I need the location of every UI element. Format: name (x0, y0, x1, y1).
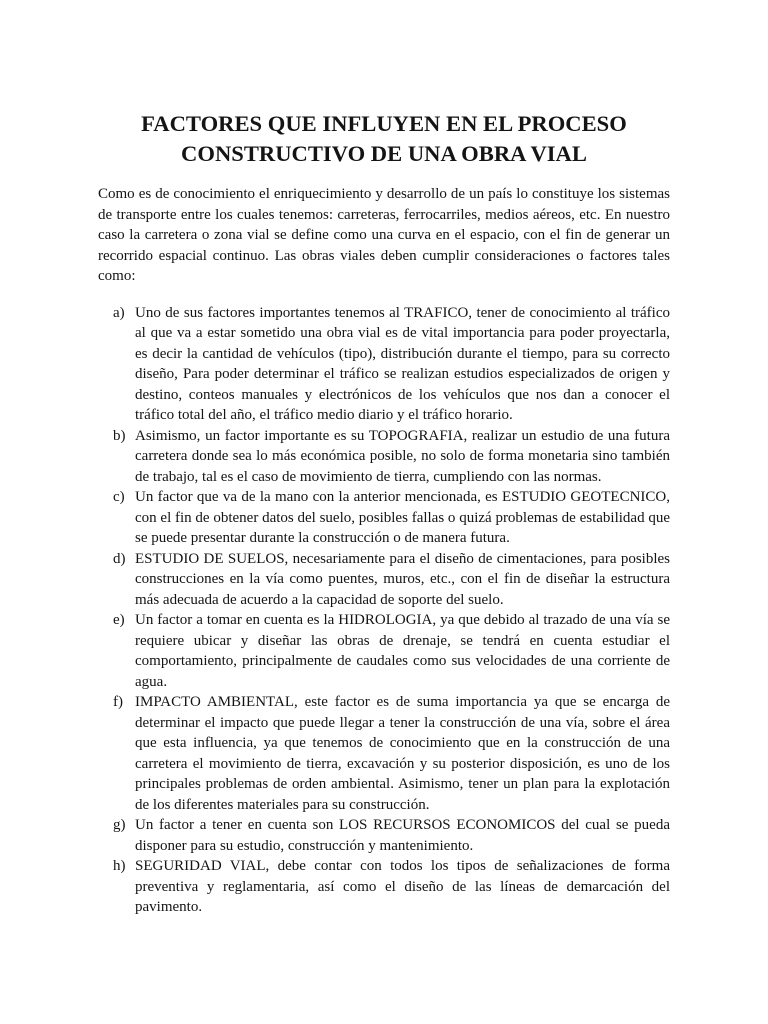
document-title (98, 109, 670, 169)
document-body (98, 109, 670, 918)
factor-item-f (98, 692, 670, 815)
factor-text: Asimismo, un factor importante es su TOPOGRAFIA, realizar un estudio de una futura carretera donde sea lo más económica posible, no solo de forma monetaria sino también de trabajo, tal es el caso de movimiento de tierra, cumpliendo con las normas. (135, 427, 670, 485)
title-line-2: CONSTRUCTIVO DE UNA OBRA VIAL (181, 141, 587, 166)
factor-text: Un factor a tener en cuenta son LOS RECURSOS ECONOMICOS del cual se pueda disponer para su estudio, construcción y mantenimiento. (135, 817, 670, 854)
title-line-1: FACTORES QUE INFLUYEN EN EL PROCESO (141, 111, 627, 136)
list-marker: e) (113, 612, 125, 628)
factor-item-b (98, 426, 670, 488)
factor-item-d (98, 549, 670, 611)
list-marker: b) (113, 427, 126, 444)
factor-item-g (98, 815, 670, 856)
factor-item-c (98, 487, 670, 549)
list-marker: d) (113, 550, 126, 567)
factor-text: SEGURIDAD VIAL, debe contar con todos los tipos de señalizaciones de forma preventiva y reglamentaria, así como el diseño de las líneas de demarcación del pavimento. (135, 858, 670, 915)
list-marker: g) (113, 817, 126, 833)
factor-item-a (98, 303, 670, 426)
factors-list (98, 303, 670, 918)
factor-item-e (98, 610, 670, 692)
factor-text: ESTUDIO DE SUELOS, necesariamente para el diseño de cimentaciones, para posibles construcciones en la vía como puentes, muros, etc., con el fin de diseñar la estructura más adecuada de acuerdo a la capacidad de soporte del suelo. (135, 550, 670, 608)
factor-text: IMPACTO AMBIENTAL, este factor es de suma importancia ya que se encarga de determinar el impacto que puede llegar a tener la construcción de una vía, sobre el área que esta influencia, ya que tenemos de conocimiento que en la construcción de una carretera el movimiento de tierra, excavación y su posterior disposición, es uno de los principales problemas de orden ambiental. Asimismo, tener un plan para la explotación de los diferentes materiales para su construcción. (135, 694, 670, 813)
factor-text: Un factor que va de la mano con la anterior mencionada, es ESTUDIO GEOTECNICO, con el fin de obtener datos del suelo, posibles fallas o quizá problemas de estabilidad que se puede presentar durante la construcción o de manera futura. (135, 489, 670, 546)
list-marker: h) (113, 858, 126, 874)
factor-text: Un factor a tomar en cuenta es la HIDROLOGIA, ya que debido al trazado de una vía se requiere ubicar y diseñar las obras de drenaje, se tendrá en cuenta estudiar el comportamiento, principalmente de caudales como sus velocidades de una corriente de agua. (135, 612, 670, 690)
factor-item-h (98, 856, 670, 918)
factor-text: Uno de sus factores importantes tenemos al TRAFICO, tener de conocimiento al tráfico al que va a estar sometido una obra vial es de vital importancia para poder proyectarla, es decir la cantidad de vehículos (tipo), distribución durante el tiempo, para su correcto diseño, Para poder determinar el tráfico se realizan estudios especializados de origen y destino, conteos manuales y electrónicos de los vehículos que nos dan a conocer el tráfico total del año, el tráfico medio diario y el tráfico horario. (135, 304, 670, 423)
intro-paragraph: Como es de conocimiento el enriquecimiento y desarrollo de un país lo constituye los sistemas de transporte entre los cuales tenemos: carreteras, ferrocarriles, medios aéreos, etc. En nuestro caso la carretera o zona vial se define como una curva en el espacio, con el fin de generar un recorrido espacial continuo. Las obras viales deben cumplir consideraciones o factores tales como: (98, 186, 670, 284)
list-marker: c) (113, 489, 125, 505)
list-marker: a) (113, 304, 125, 321)
list-marker: f) (113, 694, 123, 710)
